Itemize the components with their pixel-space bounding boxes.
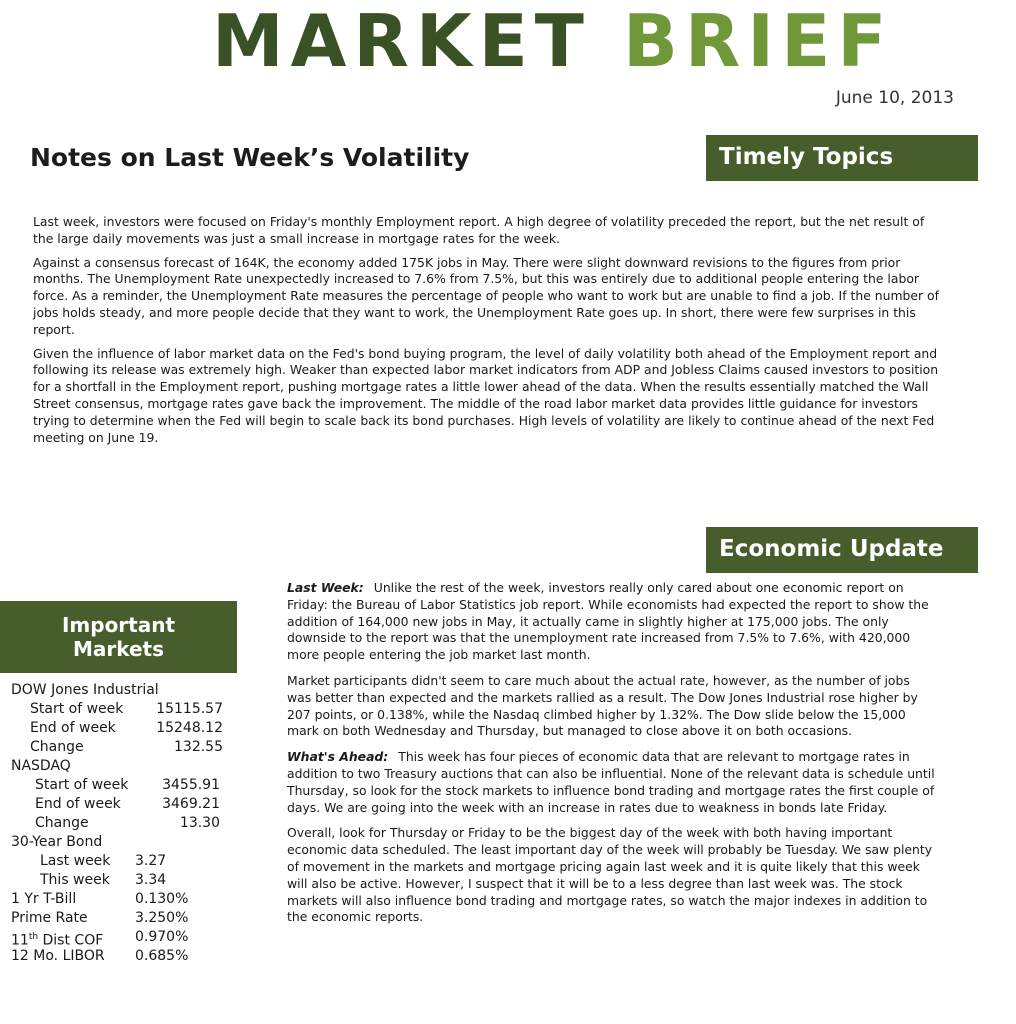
market-value: 15248.12 — [156, 720, 223, 736]
whats-ahead-lead: What's Ahead: — [287, 749, 389, 765]
article-paragraph: Against a consensus forecast of 164K, the economy added 175K jobs in May. There were slight downward revisions to the figures from prior months. The Unemployment Rate unexpectedly increased to 7.6% from 7.5%, but this was entirely due to additional people entering the labor force. As a reminder, the Unemployment Rate measures the percentage of people who want to work but are unable to find a job. If the number of jobs holds steady, and more people decide that they want to work, the Unemployment Rate goes up. In short, there were few surprises in this report. — [33, 254, 940, 337]
market-value: 3.27 — [135, 853, 167, 869]
market-label: NASDAQ — [11, 758, 71, 774]
masthead-word-market: MARKET — [212, 0, 591, 83]
econ-paragraph: What's Ahead: This week has four pieces of economic data that are relevant to mortgage rates in addition to two Treasury auctions that can also be influential. None of the relevant data is schedule until Thursday, so look for the stock markets to influence bond trading and mortgage rates the first couple of days. We are going into the week with an increase in rates due to weakness in bonds late Friday. — [287, 749, 935, 815]
market-value: 3455.91 — [162, 777, 220, 793]
market-label: 12 Mo. LIBOR — [11, 948, 105, 964]
market-value: 3.250% — [135, 910, 189, 926]
markets-table — [11, 681, 246, 966]
market-label: End of week — [35, 796, 121, 812]
market-row — [11, 700, 246, 719]
market-label: This week — [40, 872, 110, 888]
market-value: 132.55 — [174, 739, 223, 755]
market-label: Start of week — [30, 701, 124, 717]
market-value: 15115.57 — [156, 701, 223, 717]
market-row — [11, 814, 246, 833]
economic-update-body — [287, 580, 935, 935]
market-row — [11, 928, 246, 947]
market-label: Prime Rate — [11, 910, 88, 926]
market-label: 1 Yr T-Bill — [11, 891, 77, 907]
market-label: Change — [30, 739, 84, 755]
market-value: 0.130% — [135, 891, 189, 907]
market-row — [11, 890, 246, 909]
econ-paragraph: Market participants didn't seem to care much about the actual rate, however, as the number of jobs was better than expected and the markets rallied as a result. The Dow Jones Industrial rose higher by 207 points, or 0.138%, while the Nasdaq climbed higher by 1.32%. The Dow slide below the 15,000 mark on both Wednesday and Thursday, but managed to close above it on both occasions. — [287, 672, 918, 739]
market-group-bond — [11, 833, 246, 852]
market-row — [11, 719, 246, 738]
masthead-title — [212, 0, 972, 82]
important-markets-header — [0, 601, 237, 673]
article-paragraph: Given the influence of labor market data on the Fed's bond buying program, the level of daily volatility both ahead of the Employment report and following its release was extremely high. Weaker than expected labor market indicators from ADP and Jobless Claims caused investors to position for a shortfall in the Employment report, pushing mortgage rates a little lower ahead of the data. When the results essentially matched the Wall Street consensus, mortgage rates gave back the improvement. The middle of the road labor market data provides little guidance for investors trying to determine when the Fed will begin to scale back its bond purchases. High levels of volatility are likely to continue ahead of the next Fed meeting on June 19. — [33, 345, 939, 445]
masthead-word-brief: BRIEF — [622, 0, 894, 83]
market-value: 3469.21 — [162, 796, 220, 812]
econ-paragraph: Overall, look for Thursday or Friday to be the biggest day of the week with both having important economic data scheduled. The least important day of the week will probably be Tuesday. We saw plenty of movement in the markets and mortgage pricing again last week and it is quite likely that this week will also be active. However, I suspect that it will be to a less degree than last week was. The stock markets will also influence bond trading and mortgage rates, so watch the major indexes in addition to the economic reports. — [287, 825, 933, 925]
article-headline: Notes on Last Week’s Volatility — [30, 143, 470, 172]
issue-date: June 10, 2013 — [835, 88, 954, 108]
market-row — [11, 909, 246, 928]
market-label: Last week — [40, 853, 111, 869]
last-week-lead: Last Week: — [287, 580, 364, 595]
economic-update-banner: Economic Update — [706, 527, 978, 573]
market-row — [11, 852, 246, 871]
market-label: 30-Year Bond — [11, 834, 103, 850]
market-group-dow — [11, 681, 246, 700]
market-label: End of week — [30, 720, 116, 736]
market-row — [11, 738, 246, 757]
econ-paragraph: Last Week: Unlike the rest of the week, investors really only cared about one economic report on Friday: the Bureau of Labor Statistics job report. While economists had expected the report to show the addition of 164,000 new jobs in May, it actually came in slightly higher at 175,000 jobs. The only downside to the report was that the unemployment rate increased from 7.5% to 7.6%, with 420,000 more people entering the job market last month. — [287, 580, 929, 663]
market-label: Change — [35, 815, 89, 831]
market-value: 0.685% — [135, 948, 189, 964]
market-row — [11, 776, 246, 795]
market-row — [11, 871, 246, 890]
market-group-nasdaq — [11, 757, 246, 776]
article-paragraph: Last week, investors were focused on Friday's monthly Employment report. A high degree of volatility preceded the report, but the net result of the large daily movements was just a small increase in mortgage rates for the week. — [33, 214, 925, 246]
market-row — [11, 947, 246, 966]
market-label: 11th Dist COF — [11, 932, 104, 949]
market-value: 3.34 — [135, 872, 167, 888]
important-markets-title-line1: Important — [61, 613, 176, 637]
market-value: 13.30 — [179, 815, 220, 831]
market-value: 0.970% — [135, 929, 189, 945]
article-body — [33, 214, 943, 453]
market-label: DOW Jones Industrial — [11, 682, 159, 698]
important-markets-title-line2: Markets — [72, 637, 165, 661]
timely-topics-banner: Timely Topics — [706, 135, 978, 181]
market-row — [11, 795, 246, 814]
market-label: Start of week — [35, 777, 129, 793]
